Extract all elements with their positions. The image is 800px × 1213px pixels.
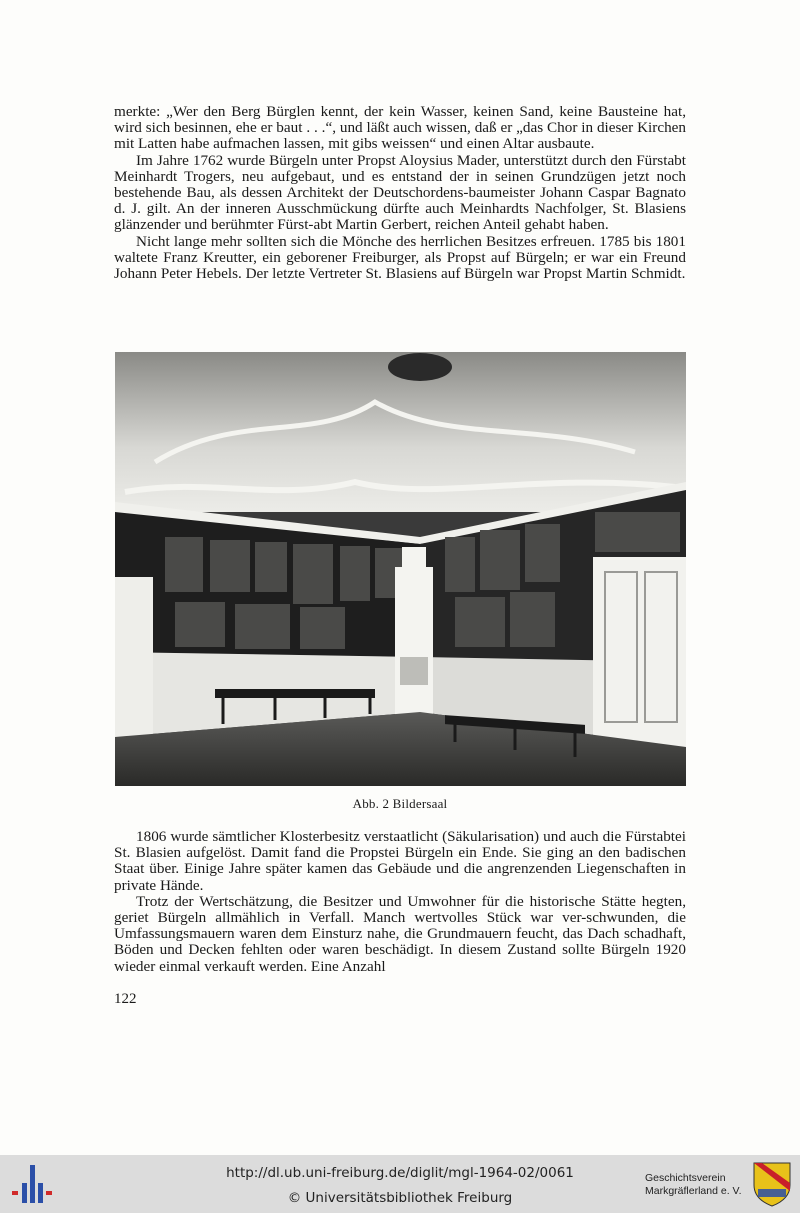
figure-caption: Abb. 2 Bildersaal xyxy=(352,796,448,811)
hall-photo-illustration xyxy=(115,352,686,786)
society-name xyxy=(645,1172,742,1198)
paragraph: Nicht lange mehr sollten sich die Mönche des herrlichen Besitzes erfreuen. 1785 bis 1801 waltete Franz Kreutter, ein geborener Freiburger, als Propst auf Bürgeln; er war ein Freund Johann Peter Hebels. Der letzte Vertreter St. Blasiens auf Bürgeln war Propst Martin Schmidt. xyxy=(114,232,686,283)
paragraph: Im Jahre 1762 wurde Bürgeln unter Propst Aloysius Mader, unterstützt durch den Fürstabt Meinhardt Trogers, neu aufgebaut, und es entstand der in seinen Grundzügen jetzt noch bestehende Bau, als dessen Architekt der Deutschordens-baumeister Johann Caspar Bagnato d. J. gilt. An der inneren Ausschmückung dürfte auch Meinhardts Nachfolger, St. Blasiens glänzender und berühmter Fürst-abt Martin Gerbert, reichen Anteil gehabt haben. xyxy=(114,151,686,234)
footer-copyright: © Universitätsbibliothek Freiburg xyxy=(287,1190,513,1206)
library-logo-icon xyxy=(10,1163,54,1205)
footer-url-link[interactable]: http://dl.ub.uni-freiburg.de/diglit/mgl-1964-02/0061 xyxy=(226,1165,574,1181)
coat-of-arms-icon xyxy=(752,1161,792,1207)
paragraph: merkte: „Wer den Berg Bürglen kennt, der kein Wasser, keinen Sand, keine Bausteine hat, wird sich besinnen, ehe er baut . . .“, und läßt auch wissen, daß er „das Chor in dieser Kirchen mit Latten habe aufmachen lassen, mit gibs weissen“ und einen Altar ausbaute. xyxy=(114,103,686,153)
page-number: 122 xyxy=(114,991,137,1007)
photo-bildersaal xyxy=(115,352,686,786)
paragraph: Trotz der Wertschätzung, die Besitzer und Umwohner für die historische Stätte hegten, geriet Bürgeln allmählich in Verfall. Manch wertvolles Stück war ver-schwunden, die Umfassungsmauern waren dem Einsturz nahe, die Grundmauern feucht, das Dach schadhaft, Böden und Decken fehlten oder waren beschädigt. In diesem Zustand sollte Bürgeln 1920 wieder einmal verkauft werden. Eine Anzahl xyxy=(114,892,686,975)
footer-bar xyxy=(0,1155,800,1213)
society-line: Markgräflerland e. V. xyxy=(645,1185,742,1197)
society-line: Geschichtsverein xyxy=(645,1172,726,1184)
bottom-text-block xyxy=(114,829,686,975)
top-text-block xyxy=(114,104,686,282)
paragraph: 1806 wurde sämtlicher Klosterbesitz verstaatlicht (Säkularisation) und auch die Fürstabtei St. Blasien aufgelöst. Damit fand die Propstei Bürgeln ein Ende. Sie ging an den badischen Staat über. Einige Jahre später kamen das Gebäude und die angrenzenden Liegenschaften in private Hände. xyxy=(114,828,686,894)
